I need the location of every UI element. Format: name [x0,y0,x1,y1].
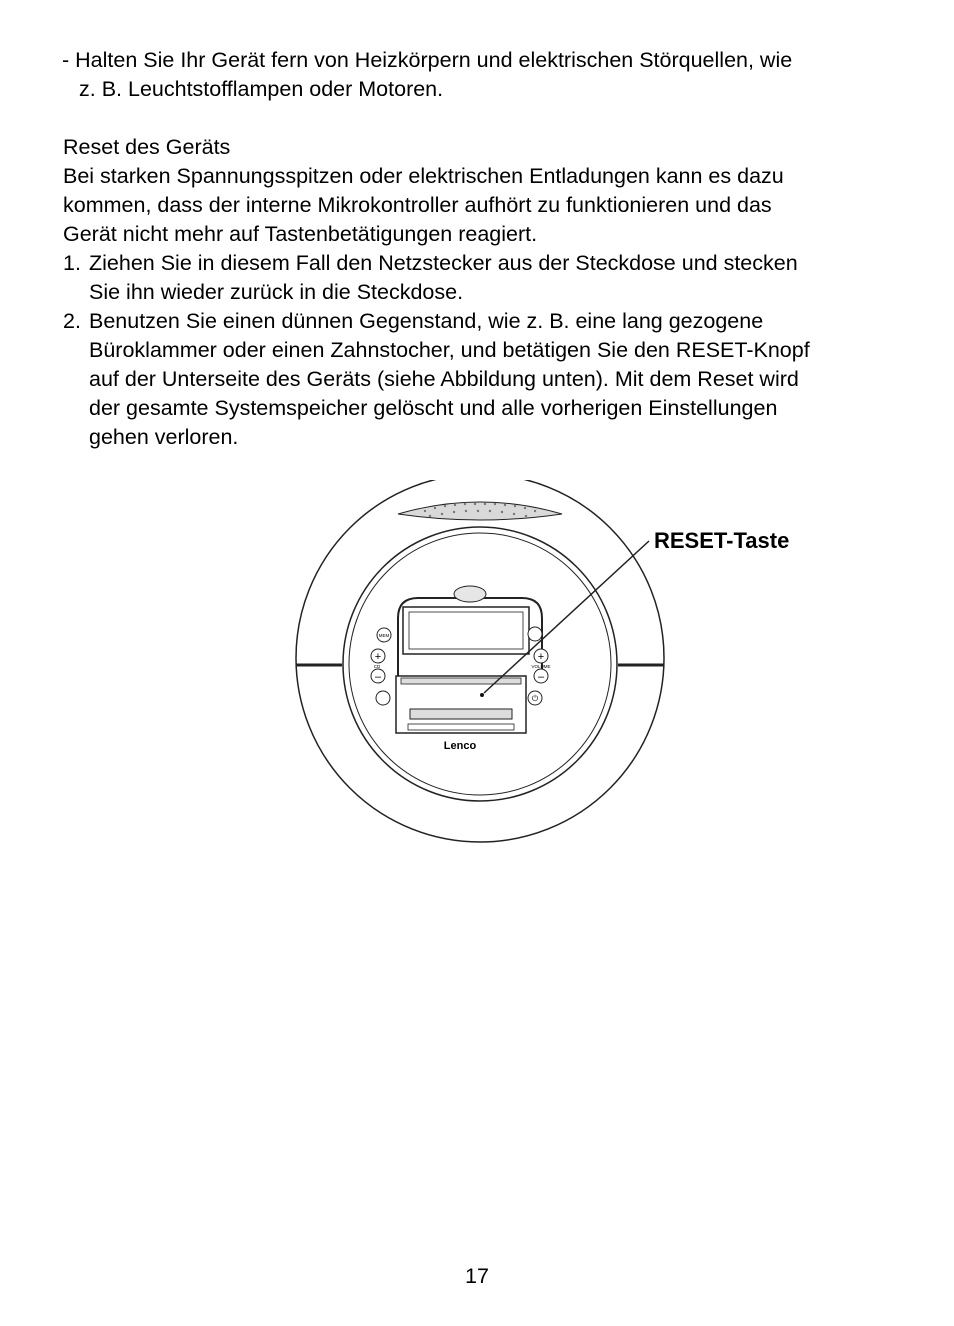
bullet-line-1: Halten Sie Ihr Gerät fern von Heizkörpern und elektrischen Störquellen, wie [75,48,793,72]
mode-button [376,691,390,705]
step-line: gehen verloren. [89,425,239,449]
cd-slot-top [401,678,521,684]
bullet-line-2: z. B. Leuchtstofflampen oder Motoren. [79,77,444,101]
cd-label: CD [373,664,381,669]
display-window [403,607,529,654]
reset-button-hole [480,693,484,697]
svg-text:–: – [537,671,545,683]
step-line: Sie ihn wieder zurück in die Steckdose. [89,280,464,304]
cd-slot-housing [396,676,526,733]
svg-text:–: – [374,671,382,683]
power-icon: ⏻ [531,694,539,703]
volume-label: VOLUME [531,664,551,669]
front-panel [343,527,617,801]
step-number: 2. [63,309,81,333]
paragraph-line: Gerät nicht mehr auf Tastenbetätigungen reagiert. [63,222,538,246]
right-top-button [528,627,542,641]
step-1 [63,249,923,307]
callout-label: RESET-Taste [654,528,790,553]
step-line: auf der Unterseite des Geräts (siehe Abbildung unten). Mit dem Reset wird [89,367,799,391]
section-heading: Reset des Geräts [63,135,231,159]
step-number: 1. [63,251,81,275]
step-2 [63,307,923,452]
page-number: 17 [465,1264,489,1288]
paragraph-line: kommen, dass der interne Mikrokontroller aufhört zu funktionieren und das [63,193,772,217]
step-line: Büroklammer oder einen Zahnstocher, und betätigen Sie den RESET-Knopf [89,338,810,362]
paragraph-line: Bei starken Spannungsspitzen oder elektrischen Entladungen kann es dazu [63,164,784,188]
reset-section [63,133,923,452]
svg-text:+: + [537,651,545,663]
step-line: Benutzen Sie einen dünnen Gegenstand, wie z. B. eine lang gezogene [89,309,764,333]
brand-logo: Lenco [443,740,477,752]
step-line: Ziehen Sie in diesem Fall den Netzstecker aus der Steckdose und stecken [89,251,798,275]
dock-knob [454,586,486,602]
mem-label: MEM [378,633,390,638]
bullet-marker: - [62,48,70,72]
intro-bullet [62,46,902,104]
svg-text:+: + [374,651,382,663]
cd-slot [410,709,512,719]
step-line: der gesamte Systemspeicher gelöscht und alle vorherigen Einstellungen [89,396,778,420]
